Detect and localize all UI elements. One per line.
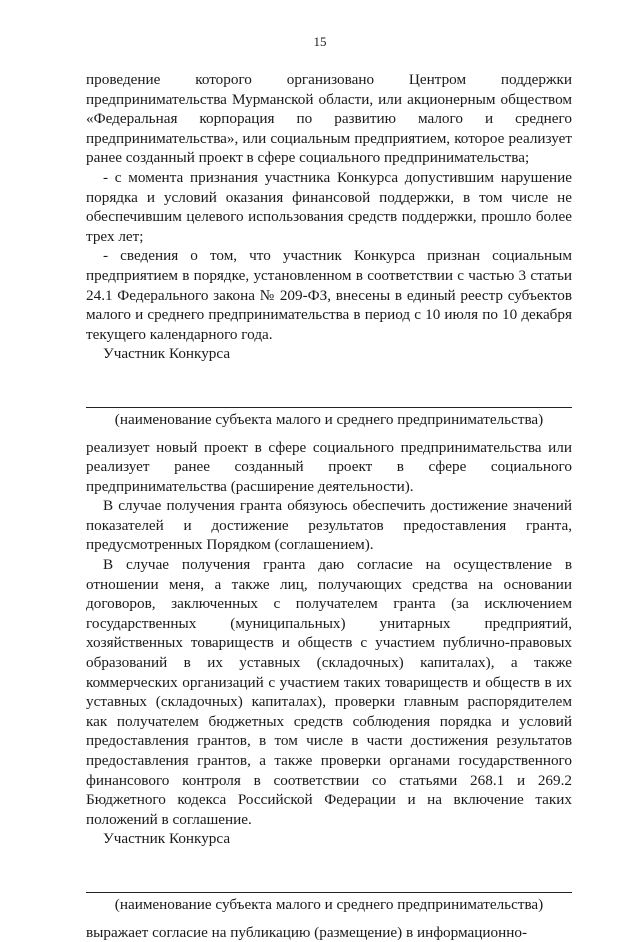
paragraph-violation-condition: - с момента признания участника Конкурса допустившим нарушение порядка и условий оказания финансовой поддержки, в том числе не обеспечившим целевого использования средств поддержки, прошло более трех лет;: [86, 168, 572, 245]
signature-field: [86, 364, 572, 408]
signature-caption: (наименование субъекта малого и среднего предпринимательства): [114, 410, 544, 428]
paragraph-project: реализует новый проект в сфере социального предпринимательства или реализует ранее созданный проект в сфере социального предпринимательства (расширение деятельности).: [86, 438, 572, 495]
signature-field: [86, 849, 572, 893]
document-body: [86, 70, 572, 942]
page-number: 15: [313, 34, 327, 49]
paragraph-consent-audit: В случае получения гранта даю согласие на осуществление в отношении меня, а также лиц, получающих средства на основании договоров, заключенных с получателем гранта (за исключением государственных (муниципальных) унитарных предприятий, хозяйственных товариществ и обществ с участием публично-правовых образований в их уставных (складочных) капиталах), а также коммерческих организаций с участием таких товариществ и обществ в их уставных (складочных) капиталах), проверки главным распорядителем как получателем бюджетных средств соблюдения порядка и условий предоставления грантов, в том числе в части достижения результатов предоставления грантов, а также проверки органами государственного финансового контроля в соответствии со статьями 268.1 и 269.2 Бюджетного кодекса Российской Федерации и на включение таких положений в соглашение.: [86, 556, 572, 828]
signature-line: [86, 407, 572, 408]
signature-caption: (наименование субъекта малого и среднего предпринимательства): [114, 895, 544, 913]
signature-line: [86, 892, 572, 893]
paragraph-registry-condition: - сведения о том, что участник Конкурса признан социальным предприятием в порядке, установленном в соответствии с частью 3 статьи 24.1 Федерального закона № 209-ФЗ, внесены в единый реестр субъектов малого и среднего предпринимательства в период с 10 июля по 10 декабря текущего календарного года.: [86, 247, 572, 343]
paragraph-publication-consent: выражает согласие на публикацию (размещение) в информационно-: [86, 923, 528, 941]
participant-label: Участник Конкурса: [103, 345, 231, 363]
paragraph-continuation: проведение которого организовано Центром поддержки предпринимательства Мурманской области, или акционерным обществом «Федеральная корпорация по развитию малого и среднего предпринимательства», или социальным предприятием, которое реализует ранее созданный проект в сфере социального предпринимательства;: [86, 71, 572, 167]
paragraph-obligation: В случае получения гранта обязуюсь обеспечить достижение значений показателей и достижение результатов предоставления гранта, предусмотренных Порядком (соглашением).: [86, 497, 572, 554]
participant-label: Участник Конкурса: [103, 830, 231, 848]
